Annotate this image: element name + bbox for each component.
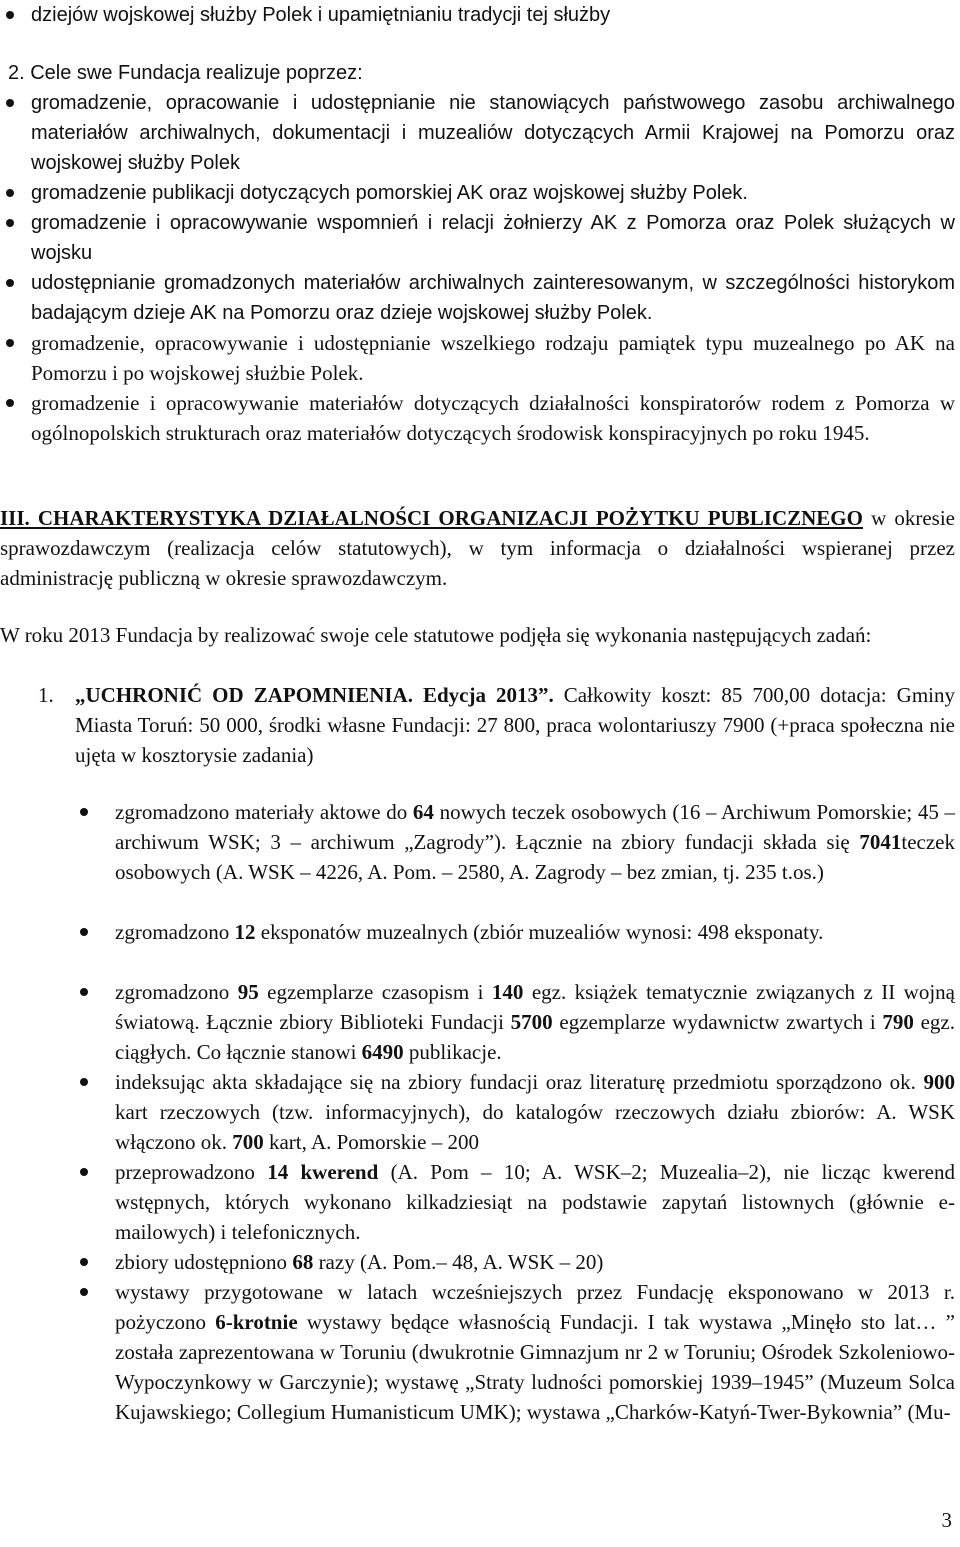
text-span: zgromadzono: [115, 980, 238, 1004]
bullet-text: udostępnianie gromadzonych materiałów archiwalnych zainteresowanym, w szczególności historykom badającym dzieje AK na Pomorzu oraz dzieje wojskowej służby Polek.: [31, 272, 955, 324]
bold-figure: 12: [234, 920, 256, 944]
bold-figure: 140: [491, 980, 524, 1004]
text-span: egz. ciągłych. Co łącznie stanowi: [115, 1010, 955, 1064]
bullet-text: gromadzenie i opracowywanie materiałów dotyczących działalności konspiratorów rodem z Pomorza w ogólnopolskich strukturach oraz materiałów dotyczących środowisk konspiracyjnych po roku 1945.: [31, 391, 955, 445]
text-span: (A. Pom – 10; A. WSK–2; Muzealia–2), nie licząc kwerend wstępnych, których wykonano kilkadziesiąt na podstawie zapytań listownych (głównie e-mailowych) i telefonicznych.: [115, 1160, 955, 1244]
bold-figure: 68: [292, 1250, 314, 1274]
item-text: [115, 917, 955, 947]
bullet-text: gromadzenie i opracowywanie wspomnień i relacji żołnierzy AK z Pomorza oraz Polek służących w wojsku: [31, 212, 955, 264]
bullet: [80, 1067, 90, 1077]
bullet-text: dziejów wojskowej służby Polek i upamiętnianiu tradycji tej służby: [31, 4, 611, 26]
bold-figure: 14 kwerend: [267, 1160, 379, 1184]
bold-figure: 790: [882, 1010, 914, 1034]
bullet: [80, 977, 90, 987]
bullet: [80, 1277, 90, 1287]
text-span: zgromadzono materiały aktowe do: [115, 800, 413, 824]
bullet: [80, 797, 90, 807]
text-span: zbiory udostępniono: [115, 1250, 293, 1274]
text-span: indeksując akta składające się na zbiory fundacji oraz literaturę przedmiotu sporządzono ok.: [115, 1070, 924, 1094]
bold-figure: 6-krotnie: [215, 1310, 298, 1334]
bullet: [6, 208, 16, 218]
text-span: egzemplarze wydawnictw zwartych i: [552, 1010, 883, 1034]
item-text: [115, 1247, 955, 1277]
item-text: [115, 977, 955, 1067]
bullet-text: gromadzenie, opracowanie i udostępnianie nie stanowiących państwowego zasobu archiwalnego materiałów archiwalnych, dokumentacji i muzealiów dotyczących Armii Krajowej na Pomorzu oraz wojskowej służby Polek: [31, 92, 955, 174]
text-span: teczek osobowych (A. WSK – 4226, A. Pom. – 2580, A. Zagrody – bez zmian, tj. 235 t.os.): [115, 830, 955, 884]
section-3-paragraph: [0, 503, 955, 593]
text-span: publikacje.: [403, 1040, 502, 1064]
section-3: [0, 503, 955, 593]
task-1-title: „UCHRONIĆ OD ZAPOMNIENIA. Edycja 2013”.: [75, 683, 554, 707]
bold-figure: 6490: [361, 1040, 404, 1064]
page-number: 3: [941, 1508, 952, 1532]
bullet: [80, 1247, 90, 1257]
text-span: kart rzeczowych (tzw. informacyjnych), do katalogów rzeczowych działu zbiorów: A. WSK włączono ok.: [115, 1100, 955, 1154]
text-span: wystawy będące własnością Fundacji. I tak wystawa „Minęło sto lat… ” została zaprezentowana w Toruniu (dwukrotnie Gimnazjum nr 2 w Toruniu; Ośrodek Szkoleniowo-Wypoczynkowy w Garczynie); wystawę „Straty ludności pomorskiej 1939–1945” (Muzeum Solca Kujawskiego; Collegium Humanisticum UMK); wystawa „Charków-Katyń-Twer-Bykownia” (Mu-: [115, 1310, 955, 1424]
bullet: [6, 0, 16, 10]
item-text: [115, 1277, 955, 1427]
bullet-text: gromadzenie publikacji dotyczących pomorskiej AK oraz wojskowej służby Polek.: [31, 182, 748, 204]
task-number: 1.: [38, 683, 54, 707]
bold-figure: 64: [412, 800, 434, 824]
bold-figure: 5700: [510, 1010, 553, 1034]
bullet: [80, 1157, 90, 1167]
goals-heading: 2. Cele swe Fundacja realizuje poprzez:: [8, 62, 363, 84]
text-span: razy (A. Pom.– 48, A. WSK – 20): [313, 1250, 604, 1274]
task-1-text: [75, 680, 955, 770]
task-1-rest: Całkowity koszt: 85 700,00 dotacja: Gminy Miasta Toruń: 50 000, środki własne Fundacji: 27 800, praca wolontariuszy 7900 (+praca społeczna nie ujęta w kosztorysie zadania): [75, 683, 955, 767]
bold-figure: 900: [923, 1070, 955, 1094]
section-3-title: III. CHARAKTERYSTYKA DZIAŁALNOŚCI ORGANIZACJI POŻYTKU PUBLICZNEGO: [0, 506, 863, 530]
text-span: eksponatów muzealnych (zbiór muzealiów wynosi: 498 eksponaty.: [255, 920, 824, 944]
bullet-text: gromadzenie, opracowywanie i udostępnianie wszelkiego rodzaju pamiątek typu muzealnego po AK na Pomorzu i po wojskowej służbie Polek.: [31, 331, 955, 385]
text-span: egz. książek tematycznie związanych z II wojną światową. Łącznie zbiory Biblioteki Fundacji: [115, 980, 955, 1034]
text-span: przeprowadzono: [115, 1160, 268, 1184]
text-span: kart, A. Pomorskie – 200: [263, 1130, 479, 1154]
bullet: [6, 178, 16, 188]
bullet: [6, 268, 16, 278]
bold-figure: 700: [232, 1130, 264, 1154]
intro-text: W roku 2013 Fundacja by realizować swoje cele statutowe podjęła się wykonania następujących zadań:: [0, 623, 872, 647]
bullet: [6, 88, 16, 98]
item-text: [115, 797, 955, 887]
bold-figure: 7041: [859, 830, 902, 854]
text-span: egzemplarze czasopism i: [258, 980, 492, 1004]
text-span: wystawy przygotowane w latach wcześniejszych przez Fundację eksponowano w 2013 r. pożyczono: [115, 1280, 955, 1334]
item-text: [115, 1067, 955, 1157]
bullet: [6, 328, 16, 338]
bullet: [6, 388, 16, 398]
intro-paragraph: [0, 620, 955, 650]
text-span: zgromadzono: [115, 920, 235, 944]
item-text: [115, 1157, 955, 1247]
bold-figure: 95: [237, 980, 259, 1004]
bullet: [80, 917, 90, 927]
text-span: nowych teczek osobowych (16 – Archiwum Pomorskie; 45 – archiwum WSK; 3 – archiwum „Zagrody”). Łącznie na zbiory fundacji składa się: [115, 800, 955, 854]
section-3-rest: w okresie sprawozdawczym (realizacja celów statutowych), w tym informacja o działalności wspieranej przez administrację publiczną w okresie sprawozdawczym.: [0, 506, 955, 590]
